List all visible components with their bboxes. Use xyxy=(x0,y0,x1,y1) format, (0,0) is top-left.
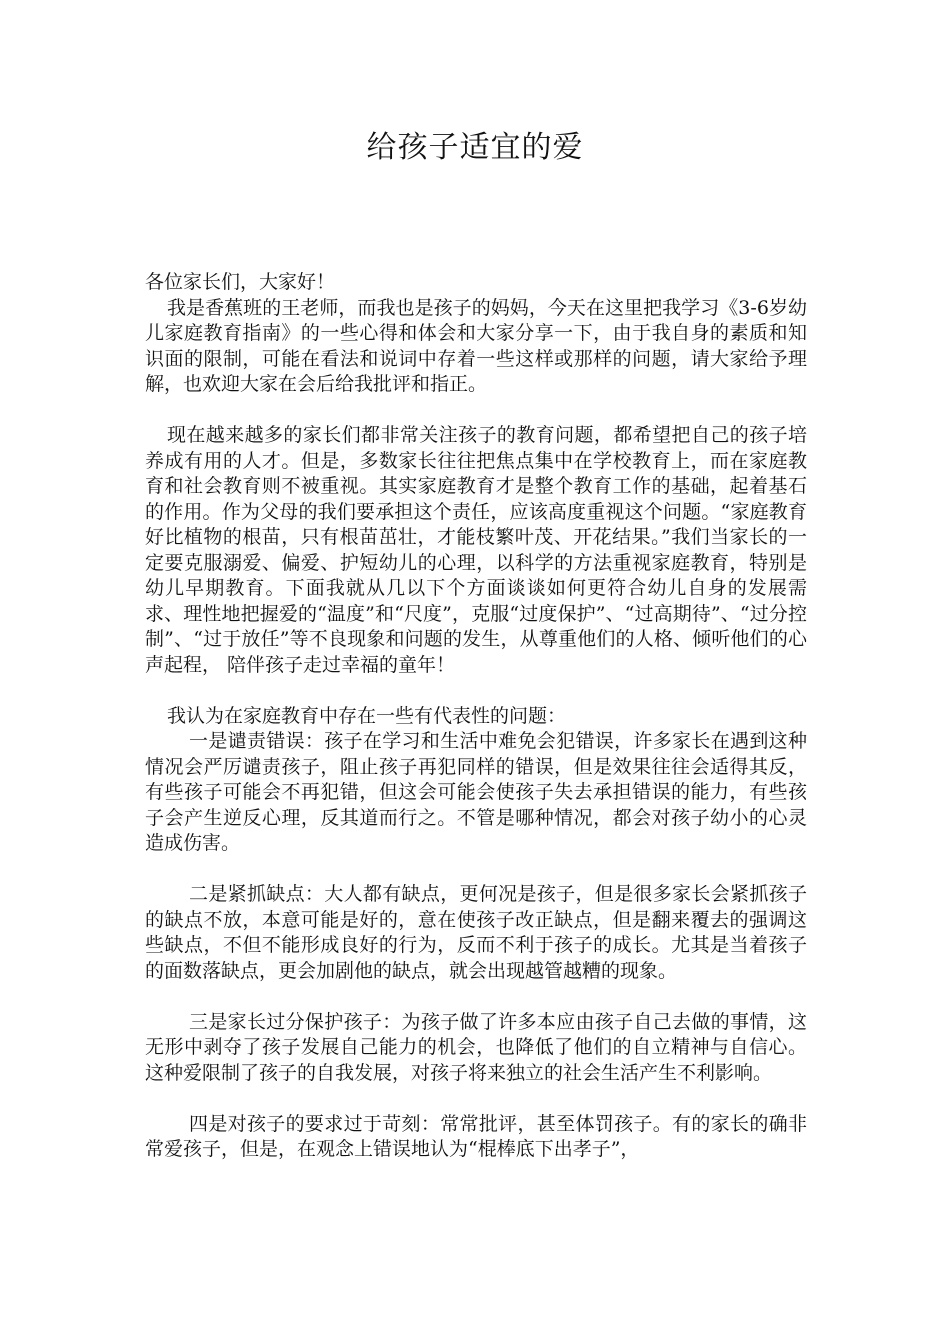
paragraph-gap xyxy=(145,398,807,424)
paragraph-gap xyxy=(145,984,807,1010)
document-title: 给孩子适宜的爱 xyxy=(366,130,584,165)
paragraph-intro: 我是香蕉班的王老师，而我也是孩子的妈妈，今天在这里把我学习《3-6岁幼儿家庭教育指南》的一些心得和体会和大家分享一下，由于我自身的素质和知识面的限制，可能在看法和说词中存着一些这样或那样的问题，请大家给予理解，也欢迎大家在会后给我批评和指正。 xyxy=(145,296,807,395)
paragraph-problems-intro: 我认为在家庭教育中存在一些有代表性的问题： xyxy=(167,704,567,727)
paragraph-gap xyxy=(145,1086,807,1112)
paragraph-problem-1: 一是谴责错误：孩子在学习和生活中难免会犯错误，许多家长在遇到这种情况会严厉谴责孩子，阻止孩子再犯同样的错误，但是效果往往会适得其反，有些孩子可能会不再犯错，但这会可能会使孩子失去承担错误的能力，有些孩子会产生逆反心理，反其道而行之。不管是哪种情况，都会对孩子幼小的心灵造成伤害。 xyxy=(145,730,807,854)
paragraph-importance: 现在越来越多的家长们都非常关注孩子的教育问题，都希望把自己的孩子培养成有用的人才。但是，多数家长往往把焦点集中在学校教育上，而在家庭教育和社会教育则不被重视。其实家庭教育才是整个教育工作的基础，起着基石的作用。作为父母的我们要承担这个责任，应该高度重视这个问题。“家庭教育好比植物的根苗，只有根苗茁壮，才能枝繁叶茂、开花结果。”我们当家长的一定要克服溺爱、偏爱、护短幼儿的心理，以科学的方法重视家庭教育，特别是幼儿早期教育。下面我就从几以下个方面谈谈如何更符合幼儿自身的发展需求、理性地把握爱的“温度”和“尺度”，克服“过度保护”、“过高期待”、“过分控制”、“过于放任”等不良现象和问题的发生，从尊重他们的人格、倾听他们的心声起程， 陪伴孩子走过幸福的童年！ xyxy=(145,424,807,676)
paragraph-problem-2: 二是紧抓缺点：大人都有缺点，更何况是孩子，但是很多家长会紧抓孩子的缺点不放，本意可能是好的，意在使孩子改正缺点，但是翻来覆去的强调这些缺点，不但不能形成良好的行为，反而不利于孩子的成长。尤其是当着孩子的面数落缺点，更会加剧他的缺点，就会出现越管越糟的现象。 xyxy=(145,883,807,982)
document-body xyxy=(145,270,807,1163)
paragraph-gap xyxy=(145,857,807,883)
paragraph-gap xyxy=(145,678,807,704)
paragraph-problem-3: 三是家长过分保护孩子：为孩子做了许多本应由孩子自己去做的事情，这无形中剥夺了孩子发展自己能力的机会，也降低了他们的自立精神与自信心。这种爱限制了孩子的自我发展，对孩子将来独立的社会生活产生不利影响。 xyxy=(145,1010,807,1084)
greeting: 各位家长们，大家好！ xyxy=(145,271,336,293)
paragraph-problem-4: 四是对孩子的要求过于苛刻：常常批评，甚至体罚孩子。有的家长的确非常爱孩子，但是，在观念上错误地认为“棍棒底下出孝子”， xyxy=(145,1112,807,1160)
